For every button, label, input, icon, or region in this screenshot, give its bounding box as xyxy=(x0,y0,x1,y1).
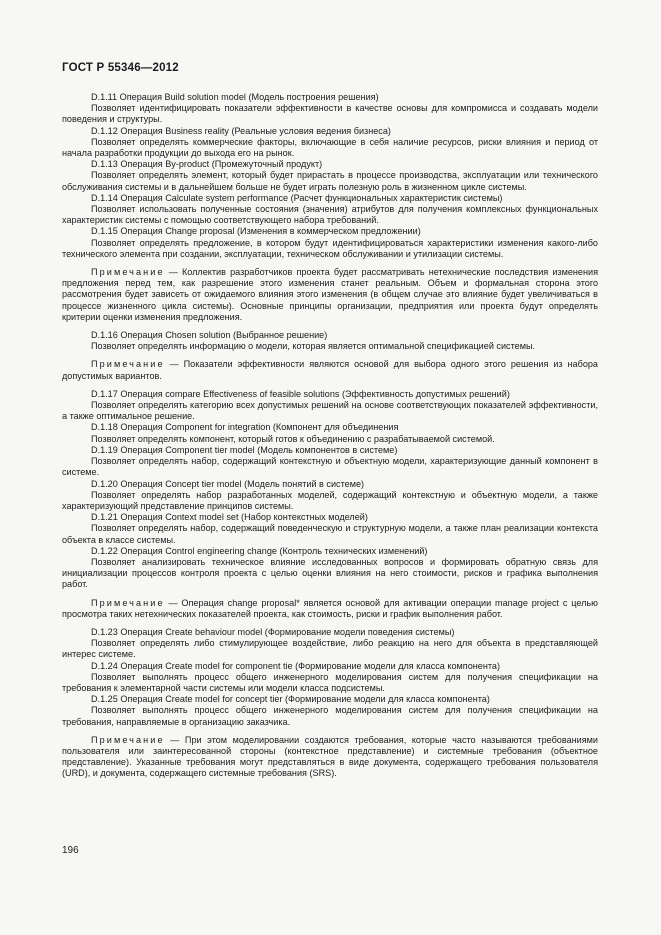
section-heading: D.1.24 Операция Create model for component tie (Формирование модели для класса компонента) xyxy=(91,660,501,671)
body-paragraph: Позволяет выполнять процесс общего инженерного моделирования систем для получения спецификации на требования, направляемые в организацию заказчика. xyxy=(62,705,598,727)
note-paragraph xyxy=(62,359,598,381)
section-heading: D.1.14 Операция Calculate system performance (Расчет функциональных характеристик системы) xyxy=(91,192,503,203)
body-paragraph: Позволяет выполнять процесс общего инженерного моделирования систем для получения спецификации на требования к элементарной части системы или модели класса подсистемы. xyxy=(62,671,598,693)
body-paragraph: Позволяет идентифицировать показатели эффективности в качестве основы для компромисса и создавать модели поведения и структуры. xyxy=(62,103,598,125)
note-label: Примечание xyxy=(91,597,165,608)
note-paragraph xyxy=(62,735,598,780)
body-paragraph: Позволяет использовать полученные состояния (значения) атрибутов для получения комплексных функциональных характеристик системы с помощью соответствующего набора требований. xyxy=(62,204,598,226)
section-heading: D.1.16 Операция Chosen solution (Выбранное решение) xyxy=(91,330,328,341)
note-label: Примечание xyxy=(91,359,165,370)
section-heading: D.1.22 Операция Control engineering change (Контроль технических изменений) xyxy=(91,545,428,556)
section-heading: D.1.15 Операция Change proposal (Изменения в коммерческом предложении) xyxy=(91,226,421,237)
body-paragraph: Позволяет определять набор, содержащий поведенческую и структурную модели, а также план реализации контекста объекта в классе системы. xyxy=(62,523,598,545)
body-paragraph: Позволяет определять категорию всех допустимых решений на основе соответствующих показателей эффективности, а также оптимальное решение. xyxy=(62,400,598,422)
body-paragraph: Позволяет определять предложение, в котором будут идентифицироваться характеристики изменения какого-либо технического элемента при создании, эксплуатации, техническом обслуживании и утилизации системы. xyxy=(62,237,598,259)
section-heading: D.1.25 Операция Create model for concept tier (Формирование модели для класса компонента) xyxy=(91,694,490,705)
note-text: — Показатели эффективности являются основой для выбора одного этого решения из набора допустимых вариантов. xyxy=(62,359,598,381)
body-paragraph: Позволяет определять элемент, который будет прирастать в процессе производства, эксплуатации или технического обслуживания системы и в дальнейшем больше не будет играть полезную роль в жизненном цикле системы. xyxy=(62,170,598,192)
document-header: ГОСТ Р 55346—2012 xyxy=(62,62,179,74)
section-heading: D.1.23 Операция Create behaviour model (Формирование модели поведения системы) xyxy=(91,626,455,637)
document-body xyxy=(62,92,598,787)
section-heading: D.1.19 Операция Component tier model (Модель компонентов в системе) xyxy=(91,444,398,455)
section-heading: D.1.13 Операция By-product (Промежуточный продукт) xyxy=(91,159,323,170)
note-text: — Операция change proposal* является основой для активации операции manage project с целью просмотра таких нетехнических показателей проекта, как стоимость, риски и график выполнения работ. xyxy=(62,597,598,619)
body-paragraph: Позволяет анализировать техническое влияние исследованных вопросов и формировать обратную связь для инициализации процессов контроля проекта с целью оценки влияния на него стоимости, рисков и графика выполнения работ. xyxy=(62,556,598,590)
body-paragraph: Позволяет определять коммерческие факторы, включающие в себя наличие ресурсов, риски влияния и период от начала разработки продукции до выхода его на рынок. xyxy=(62,136,598,159)
note-text: — При этом моделировании создаются требования, которые часто называются требованиями пользователя или заинтересованной стороны (контекстное представление) и системные требования (объектное представление). Указанные требования могут представляться в виде документа, содержащего требования пользователя (URD), и документа, содержащего системные требования (SRS). xyxy=(62,734,598,779)
section-heading: D.1.12 Операция Business reality (Реальные условия ведения бизнеса) xyxy=(91,125,391,136)
body-paragraph: Позволяет определять либо стимулирующее воздействие, либо реакцию на него для объекта в представляющей интерес системе. xyxy=(62,638,598,660)
note-paragraph xyxy=(62,598,598,620)
body-paragraph: Позволяет определять набор разработанных моделей, содержащий контекстную и объектную модели, а также характеризующий представление принципов системы. xyxy=(62,489,598,511)
section-heading: D.1.11 Операция Build solution model (Модель построения решения) xyxy=(91,92,379,102)
note-paragraph xyxy=(62,267,598,323)
note-text: — Коллектив разработчиков проекта будет рассматривать нетехнические последствия изменения предложения перед тем, как разрешение этого изменения станет реальным. Объем и формальная сторона этого рассмотрения будет зависеть от ожидаемого влияния этого изменения (в общем случае это влияние будет увеличиваться в процессе жизненного цикла системы). Основные принципы организации, предприятия или проекта будут определять критерии оценки изменения предложения. xyxy=(62,267,598,322)
section-heading: D.1.21 Операция Context model set (Набор контекстных моделей) xyxy=(91,512,368,523)
body-paragraph: Позволяет определять набор, содержащий контекстную и объектную модели, характеризующие данный компонент в системе. xyxy=(62,456,598,478)
section-heading: D.1.18 Операция Component for integration (Компонент для объединения xyxy=(91,422,399,433)
page-number: 196 xyxy=(62,845,79,856)
section-heading: D.1.20 Операция Concept tier model (Модель понятий в системе) xyxy=(91,478,365,489)
note-label: Примечание xyxy=(91,734,165,745)
note-label: Примечание xyxy=(91,267,165,278)
body-paragraph: Позволяет определять информацию о модели, которая является оптимальной спецификацией системы. xyxy=(91,341,536,352)
body-paragraph: Позволяет определять компонент, который готов к объединению с разрабатываемой системой. xyxy=(91,433,495,444)
section-heading: D.1.17 Операция compare Effectiveness of feasible solutions (Эффективность допустимых решений) xyxy=(91,388,510,399)
